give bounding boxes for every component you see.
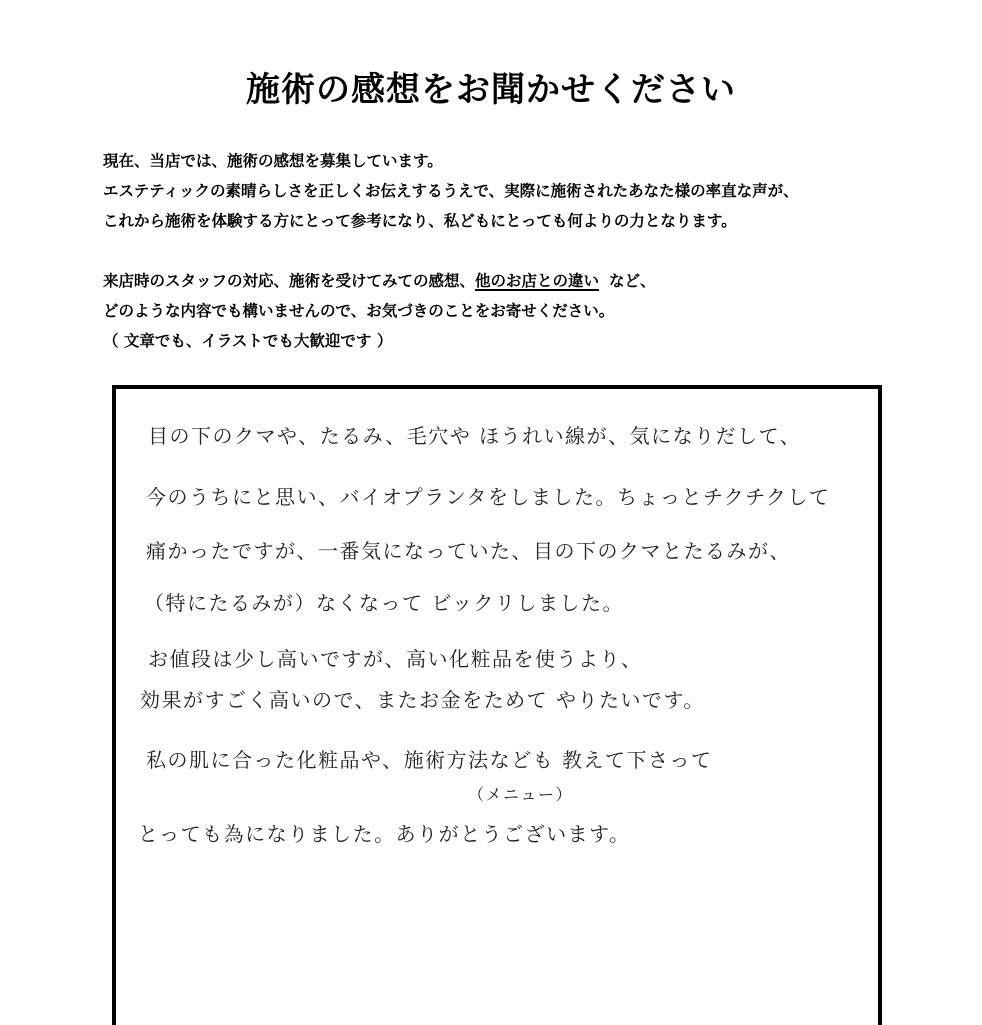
request-line-3: （ 文章でも、イラストでも大歓迎です ） (103, 332, 393, 350)
intro-line: エステティックの素晴らしさを正しくお伝えするうえで、実際に施術されたあなた様の率直な声が、 (103, 182, 799, 200)
request-text-end: など、 (609, 272, 656, 290)
handwritten-line: とっても為になりました。ありがとうございます。 (138, 822, 631, 846)
intro-line: 現在、当店では、施術の感想を募集しています。 (103, 152, 443, 170)
handwritten-line: 効果がすごく高いので、またお金をためて やりたいです。 (140, 688, 705, 712)
request-line-2: どのような内容でも構いませんので、お気づきのことをお寄せください。 (103, 302, 615, 320)
handwritten-line: 目の下のクマや、たるみ、毛穴や ほうれい線が、気になりだして、 (148, 424, 802, 448)
handwritten-line: 痛かったですが、一番気になっていた、目の下のクマとたるみが、 (146, 539, 791, 563)
request-line-1 (103, 266, 953, 296)
handwritten-line: （特にたるみが）なくなって ビックリしました。 (144, 591, 625, 615)
handwritten-line: 私の肌に合った化粧品や、施術方法なども 教えて下さって (146, 748, 713, 772)
intro-line: これから施術を体験する方にとって参考になり、私どもにとっても何よりの力となります。 (103, 212, 737, 230)
handwritten-line: お値段は少し高いですが、高い化粧品を使うより、 (148, 647, 643, 671)
underlined-phrase: 他のお店との違い (475, 272, 600, 290)
request-paragraph (103, 266, 953, 356)
request-text: 来店時のスタッフの対応、施術を受けてみての感想、 (103, 272, 476, 290)
handwritten-line: 今のうちにと思い、バイオプランタをしました。ちょっとチクチクして (146, 485, 831, 509)
intro-paragraph (103, 146, 953, 236)
form-title: 施術の感想をお聞かせください (246, 70, 736, 110)
handwritten-note: （メニュー） (468, 785, 574, 804)
